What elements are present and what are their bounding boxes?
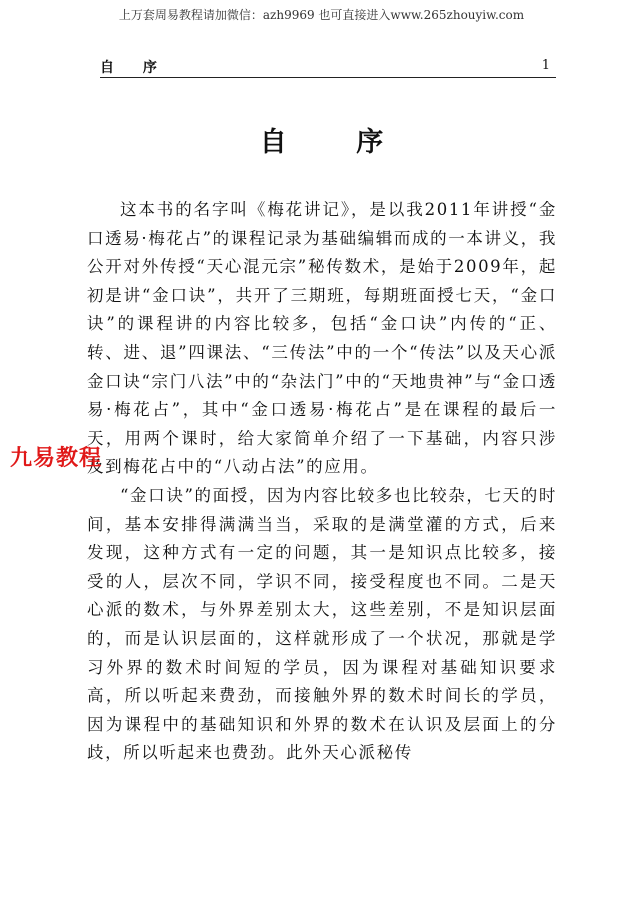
- body-text: [87, 196, 557, 768]
- running-title: 自 序: [100, 60, 169, 76]
- watermark-logo: 九易教程: [10, 446, 103, 471]
- chapter-title: 自 序: [259, 127, 414, 158]
- page-number: 1: [541, 58, 550, 73]
- paragraph-2: “金口诀”的面授，因为内容比较多也比较杂，七天的时间，基本安排得满满当当，采取的是满堂灌的方式，后来发现，这种方式有一定的问题，其一是知识点比较多，接受的人，层次不同，学识不同，接受程度也不同。二是天心派的数术，与外界差别太大，这些差别，不是知识层面的，而是认识层面的，这样就形成了一个状况，那就是学习外界的数术时间短的学员，因为课程对基础知识要求高，所以听起来费劲，而接触外界的数术时间长的学员，因为课程中的基础知识和外界的数术在认识及层面上的分歧，所以听起来也费劲。此外天心派秘传: [87, 485, 557, 763]
- paragraph-1: 这本书的名字叫《梅花讲记》，是以我2011年讲授“金口透易·梅花占”的课程记录为基础编辑而成的一本讲义，我公开对外传授“天心混元宗”秘传数术，是始于2009年，起初是讲“金口诀”，共开了三期班，每期班面授七天，“金口诀”的课程讲的内容比较多，包括“金口诀”内传的“正、转、进、退”四课法、“三传法”中的一个“传法”以及天心派金口诀“宗门八法”中的“杂法门”中的“天地贵神”与“金口透易·梅花占”，其中“金口透易·梅花占”是在课程的最后一天，用两个课时，给大家简单介绍了一下基础，内容只涉及到梅花占中的“八动占法”的应用。: [87, 200, 557, 477]
- top-banner: 上万套周易教程请加微信：azh9969 也可直接进入www.265zhouyiw.com: [118, 8, 525, 22]
- running-header: [100, 57, 556, 78]
